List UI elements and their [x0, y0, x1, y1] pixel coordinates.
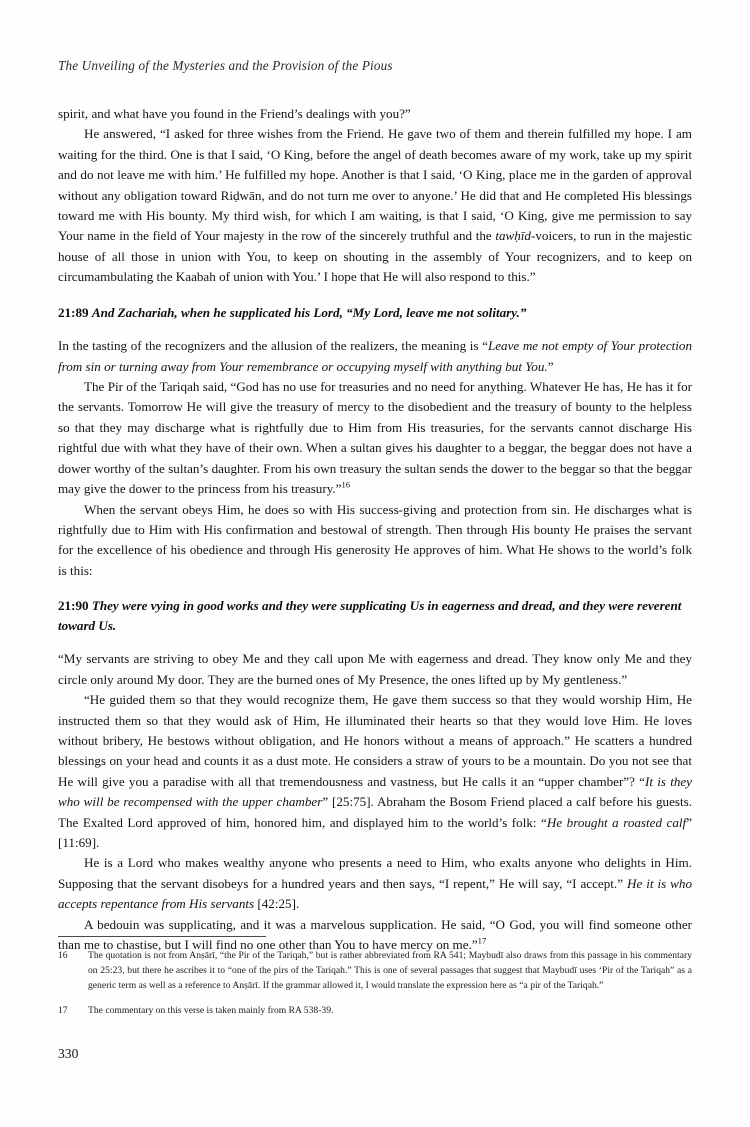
- verse-text-21-90: They were vying in good works and they were supplicating Us in eagerness and dread, and they were reverent toward Us.: [58, 598, 682, 633]
- footnote-reference-16[interactable]: 16: [341, 479, 351, 490]
- verse-heading-21-89: [58, 303, 692, 323]
- page-content: [58, 58, 692, 955]
- paragraph-servant-obeys: When the servant obeys Him, he does so with His success-giving and protection from sin. He discharges what is rightfully due to Him with His confirmation and bestowal of strength. Then through His bounty He praises the servant for the excellence of his obedience and through His generosity He approves of him. What He shows to the world’s folk is this:: [58, 501, 692, 578]
- footnote-17-text: The commentary on this verse is taken mainly from RA 538-39.: [88, 1004, 334, 1016]
- paragraph-guided-seg1: “He guided them so that they would recognize them, He gave them success so that they would worship Him, He instructed them so that they would ask of Him, He illuminated their hearts so that they would love Him. He loves without bribery, He bestows without obligation, and He honors without a means of approach.” He scatters a hundred blessings on your head and counts it as a dust mote. He considers a straw of yours to be a mountain. Do you not see that He will give you a paradise with all that tremendousness and vastness, but He calls it an “upper chamber”? “: [58, 692, 692, 789]
- running-head: The Unveiling of the Mysteries and the Provision of the Pious: [58, 58, 393, 73]
- footnote-16-number[interactable]: 16: [58, 950, 68, 961]
- term-tawhid: tawḥīd: [495, 228, 531, 244]
- quote-leave-me-not-empty: Leave me not empty of Your protection from sin or turning away from Your remembrance or occupying myself with anything but You.: [58, 338, 692, 374]
- footnote-separator-rule: [58, 936, 266, 937]
- footnote-16-text: The quotation is not from Anṣārī, “the Pir of the Tariqah,” but is rather abbreviated from RA 541; Maybudī also draws from this passage in his commentary on 25:23, but there he ascribes it to “one of the pirs of the Tariqah.” This is one of several passages that suggest that Maybudī uses ‘Pir of the Tariqah” as a generic term as well as a reference to Anṣārī. If the grammar allowed it, I would translate the expression here as “a pir of the Tariqah.”: [88, 950, 692, 992]
- paragraph-lord-seg2: [42:25].: [254, 896, 300, 912]
- verse-number-21-89: 21:89: [58, 304, 89, 320]
- paragraph-bedouin-text: A bedouin was supplicating, and it was a marvelous supplication. He said, “O God, you will find someone other than me to chastise, but I will find no one other than You to have mercy on me.”: [58, 916, 692, 952]
- paragraph-tasting-lead: In the tasting of the recognizers and the allusion of the realizers, the meaning is “: [58, 338, 488, 354]
- paragraph-pir-text: The Pir of the Tariqah said, “God has no use for treasuries and no need for anything. Whatever He has, He has it for the servants. Tomorrow He will give the treasury of mercy to the disobedient and the treasury of bounty to the helpless so that they may discharge what is rightfully due to Him from His treasuries, for the servants cannot discharge His rightful due with what they have of their own. When a sultan gives his daughter to a beggar, the beggar does not have a dower worthy of the sultan’s daughter. From his own treasury the sultan sends the dower to the beggar so that the beggar may give the dower to the princess from his treasury.”: [58, 379, 692, 497]
- verse-number-21-90: 21:90: [58, 598, 89, 614]
- page-number: 330: [58, 1046, 79, 1061]
- quote-upper-chamber: It is they who will be recompensed with the upper chamber: [58, 773, 692, 810]
- verse-text-21-89: And Zachariah, when he supplicated his Lord, “My Lord, leave me not solitary.”: [91, 304, 527, 320]
- footnote-17-number[interactable]: 17: [58, 1004, 68, 1016]
- quote-roasted-calf: He brought a roasted calf: [546, 814, 687, 830]
- paragraph-continued-question: spirit, and what have you found in the Friend’s dealings with you?”: [58, 106, 411, 121]
- paragraph-he-guided-them: [58, 690, 692, 853]
- footnote-16: [58, 948, 692, 994]
- footnote-17: [58, 1003, 692, 1018]
- paragraph-he-is-a-lord: [58, 853, 692, 914]
- paragraph-guided-seg2: ” [25:75]. Abraham the Bosom Friend placed a calf before his guests. The Exalted Lord approved of him, honored him, and displayed him to the world’s folk: “: [58, 794, 692, 830]
- paragraph-pir-of-tariqah: [58, 377, 692, 499]
- verse-heading-21-90: [58, 596, 692, 635]
- paragraph-lord-seg1: He is a Lord who makes wealthy anyone who presents a need to Him, who exalts anyone who delights in Him. Supposing that the servant disobeys for a hundred years and then says, “I repent,” He will say, “I accept.”: [58, 855, 692, 891]
- paragraph-three-wishes-text: He answered, “I asked for three wishes from the Friend. He gave two of them and therein fulfilled my hope. I am waiting for the third. One is that I said, ‘O King, before the angel of death becomes aware of my work, take up my spirit and do not leave me with him.’ He fulfilled my hope. Another is that I said, ‘O King, place me in the garden of approval without any obligation toward Riḍwān, and do not turn me over to anyone.’ He did that and He completed His blessings toward me with His bounty. My third wish, for which I am waiting, is that I said, ‘O King, give me permission to say Your name in the field of Your majesty in the row of the sincerely truthful and the: [58, 126, 692, 244]
- footnote-reference-17[interactable]: 17: [477, 935, 487, 946]
- quote-accepts-repentance: He it is who accepts repentance from His servants: [58, 875, 692, 912]
- paragraph-tasting: [58, 336, 692, 377]
- paragraph-three-wishes-tail: -voicers, to run in the majestic house of all those in union with You, to keep on shouting in the assembly of Your recognizers, and to keep on circumambulating the Kaabah of union with You.’ I hope that He will also respond to this.”: [58, 228, 692, 285]
- paragraph-three-wishes: [58, 124, 692, 287]
- paragraph-tasting-tail: ”: [547, 358, 554, 374]
- footnotes-section: [58, 936, 692, 1027]
- paragraph-my-servants: “My servants are striving to obey Me and they call upon Me with eagerness and dread. They know only Me and they circle only around My door. They are the burned ones of My Presence, the ones lifted up by My gentleness.”: [58, 651, 692, 687]
- paragraph-guided-seg3: ” [11:69].: [58, 814, 692, 850]
